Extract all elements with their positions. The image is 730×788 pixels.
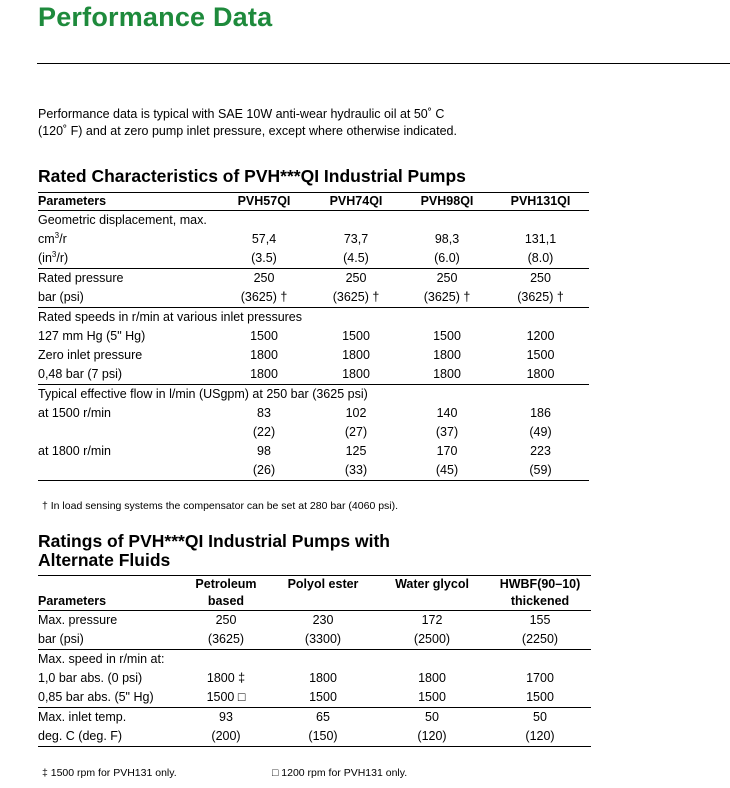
- intro-line-1: Performance data is typical with SAE 10W anti-wear hydraulic oil at 50˚ C: [38, 107, 445, 121]
- column-header: PVH57QI: [218, 193, 310, 211]
- cell: 1800: [526, 367, 555, 381]
- column-header: HWBF(90–10): [489, 576, 591, 594]
- cell: 250: [310, 269, 402, 289]
- table-header-row: [38, 193, 589, 211]
- column-header: Petroleum: [181, 576, 271, 594]
- cell: 1500 □: [206, 690, 246, 704]
- column-header: [38, 576, 181, 594]
- cell: (59): [492, 461, 589, 481]
- cell: (3625) †: [517, 290, 564, 304]
- cell: (37): [435, 425, 459, 439]
- section-title: Max. speed in r/min at:: [38, 650, 591, 670]
- row-label: 0,85 bar abs. (5" Hg): [38, 690, 154, 704]
- cell: 1200: [526, 329, 555, 343]
- cell: 250: [218, 269, 310, 289]
- cell: 131,1: [524, 232, 557, 246]
- cell: 172: [421, 613, 443, 627]
- column-header: Parameters: [38, 193, 218, 211]
- rated-characteristics-table: [38, 192, 589, 481]
- column-header: PVH131QI: [492, 193, 589, 211]
- row-label: [38, 423, 218, 442]
- table-row: [38, 630, 591, 650]
- cell: 1800: [433, 367, 461, 381]
- table-row: [38, 727, 591, 747]
- table2-footnote-1: ‡ 1500 rpm for PVH131 only.: [42, 767, 177, 779]
- cell: 98,3: [434, 232, 460, 246]
- alternate-fluids-table: [38, 575, 591, 747]
- cell: (2250): [521, 632, 559, 646]
- table-row: [38, 423, 589, 442]
- row-label: bar (psi): [38, 290, 84, 304]
- cell: 1500: [309, 690, 337, 704]
- column-header: Polyol ester: [271, 576, 375, 594]
- cell: 170: [436, 444, 458, 458]
- section-title-row: [38, 385, 589, 405]
- cell: 1800 ‡: [206, 671, 246, 685]
- table-row: [38, 611, 591, 631]
- column-header: Parameters: [38, 593, 181, 611]
- cell: (200): [181, 727, 271, 747]
- row-label: at 1500 r/min: [38, 406, 111, 420]
- cell: 250: [402, 269, 492, 289]
- table1-footnote: † In load sensing systems the compensator can be set at 280 bar (4060 psi).: [42, 500, 399, 512]
- cell: (2500): [413, 632, 451, 646]
- column-header: PVH98QI: [402, 193, 492, 211]
- column-header: Water glycol: [375, 576, 489, 594]
- row-label: deg. C (deg. F): [38, 727, 181, 747]
- table-row: [38, 404, 589, 423]
- cell: 57,4: [251, 232, 277, 246]
- cell: 65: [271, 708, 375, 728]
- column-header: thickened: [489, 593, 591, 611]
- column-header: [375, 593, 489, 611]
- row-label: bar (psi): [38, 632, 84, 646]
- cell: 50: [375, 708, 489, 728]
- cell: 125: [345, 444, 367, 458]
- section-title: Typical effective flow in l/min (USgpm) at 250 bar (3625 psi): [38, 385, 589, 405]
- section-title: Rated speeds in r/min at various inlet pressures: [38, 308, 589, 328]
- table-row: [38, 708, 591, 728]
- page-title: Performance Data: [38, 2, 273, 32]
- cell: 1800: [250, 348, 278, 362]
- cell: (22): [252, 425, 276, 439]
- table-row: [38, 230, 589, 249]
- table-row: [38, 346, 589, 365]
- cell: (45): [402, 461, 492, 481]
- cell: (6.0): [434, 251, 460, 265]
- cell: (3625) †: [332, 290, 380, 304]
- cell: 93: [181, 708, 271, 728]
- cell: 1700: [526, 671, 554, 685]
- table-row: [38, 327, 589, 346]
- section-title-row: [38, 308, 589, 328]
- table2-heading: [38, 532, 390, 570]
- section-title: Geometric displacement, max.: [38, 213, 207, 227]
- table-row: [38, 249, 589, 269]
- cell: 140: [436, 406, 458, 420]
- table2-heading-line-1: Ratings of PVH***QI Industrial Pumps with: [38, 531, 390, 551]
- row-label: 0,48 bar (7 psi): [38, 367, 123, 381]
- intro-line-2: (120˚ F) and at zero pump inlet pressure, except where otherwise indicated.: [38, 124, 457, 138]
- section-title-row: [38, 650, 591, 670]
- column-header: PVH74QI: [310, 193, 402, 211]
- cell: 1800: [342, 367, 370, 381]
- cell: 186: [530, 406, 551, 420]
- cell: 155: [529, 613, 551, 627]
- section-title-row: [38, 211, 589, 231]
- cell: 1500: [250, 329, 278, 343]
- row-label: at 1800 r/min: [38, 444, 111, 458]
- cell: (4.5): [343, 251, 369, 265]
- table-row: [38, 688, 591, 708]
- column-header: [271, 593, 375, 611]
- row-label: [38, 461, 218, 481]
- row-label: Rated pressure: [38, 269, 218, 289]
- cell: (33): [310, 461, 402, 481]
- table-row: [38, 669, 591, 688]
- cell: 73,7: [343, 232, 369, 246]
- table-row: [38, 269, 589, 289]
- cell: (49): [529, 425, 552, 439]
- table-row: [38, 461, 589, 481]
- cell: 1800: [250, 367, 278, 381]
- row-label: 127 mm Hg (5" Hg): [38, 329, 146, 343]
- cell: (3.5): [251, 251, 277, 265]
- cell: 1800: [342, 348, 370, 362]
- row-label: Max. inlet temp.: [38, 708, 181, 728]
- row-label: $(in^3/r)$: [38, 249, 69, 265]
- cell: (3625) †: [423, 290, 471, 304]
- table-row: [38, 365, 589, 385]
- cell: 1800: [309, 671, 337, 685]
- cell: 250: [492, 269, 589, 289]
- intro-paragraph: [38, 106, 638, 140]
- title-divider: [37, 63, 730, 64]
- table2-heading-line-2: Alternate Fluids: [38, 550, 171, 570]
- table2-footnote-2: □ 1200 rpm for PVH131 only.: [272, 767, 408, 779]
- cell: (120): [375, 727, 489, 747]
- row-label: $cm^3/r$: [38, 230, 67, 246]
- cell: (8.0): [527, 251, 554, 265]
- cell: 98: [257, 444, 271, 458]
- row-label: Max. pressure: [38, 613, 118, 627]
- cell: (120): [489, 727, 591, 747]
- table-row: [38, 442, 589, 461]
- cell: 102: [345, 406, 367, 420]
- table-header-row: [38, 576, 591, 594]
- cell: 1500: [433, 329, 461, 343]
- row-label: 1,0 bar abs. (0 psi): [38, 671, 143, 685]
- cell: (26): [218, 461, 310, 481]
- cell: (3300): [304, 632, 342, 646]
- cell: 83: [257, 406, 271, 420]
- cell: 1500: [526, 348, 555, 362]
- table1-heading: Rated Characteristics of PVH***QI Industrial Pumps: [38, 166, 466, 186]
- cell: (150): [271, 727, 375, 747]
- cell: (27): [344, 425, 368, 439]
- table-header-row: [38, 593, 591, 611]
- cell: 50: [489, 708, 591, 728]
- cell: 1500: [418, 690, 446, 704]
- row-label: Zero inlet pressure: [38, 348, 143, 362]
- cell: 1800: [418, 671, 446, 685]
- cell: 250: [215, 613, 237, 627]
- column-header: based: [181, 593, 271, 611]
- cell: (3625) †: [240, 290, 288, 304]
- cell: 1500: [526, 690, 554, 704]
- cell: 223: [530, 444, 551, 458]
- cell: 1500: [342, 329, 370, 343]
- cell: 230: [312, 613, 334, 627]
- cell: 1800: [433, 348, 461, 362]
- table-row: [38, 288, 589, 308]
- cell: (3625): [207, 632, 245, 646]
